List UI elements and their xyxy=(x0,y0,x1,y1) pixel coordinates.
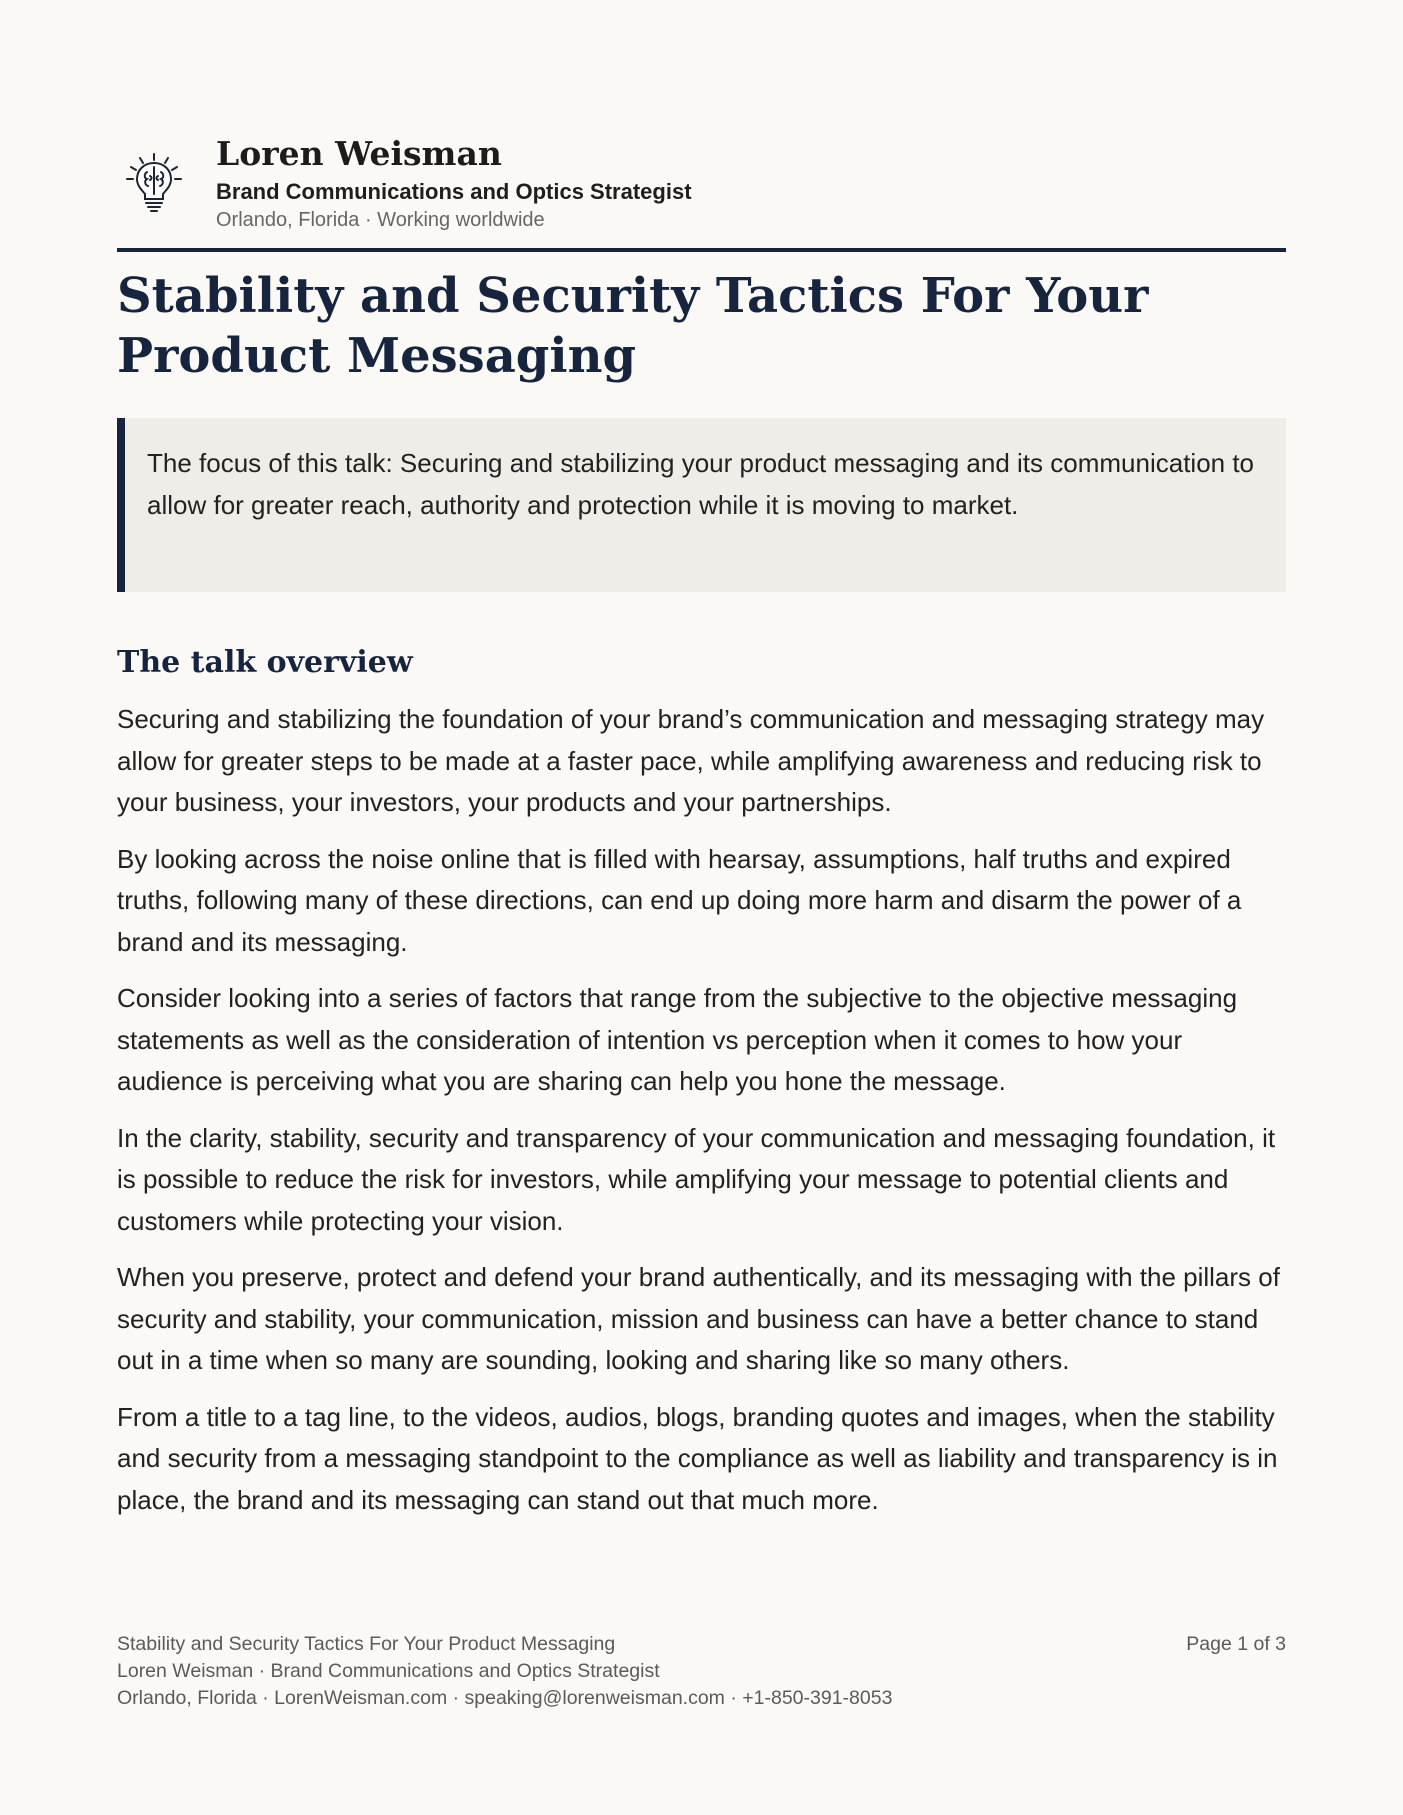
footer-info xyxy=(117,1631,892,1712)
body-paragraph: By looking across the noise online that is filled with hearsay, assumptions, half truths and expired truths, following many of these directions, can end up doing more harm and disarm the power of a brand and its messaging. xyxy=(117,843,1242,957)
author-location: Orlando, Florida · Working worldwide xyxy=(216,209,545,231)
body-paragraph: Consider looking into a series of factors that range from the subjective to the objective messaging statements as well as the consideration of intention vs perception when it comes to how your audience is perceiving what you are sharing can help you hone the message. xyxy=(117,983,1238,1096)
lightbulb-brain-icon xyxy=(123,152,185,214)
section-heading: The talk overview xyxy=(117,645,413,680)
page-number: Page 1 of 3 xyxy=(1186,1633,1286,1655)
letterhead xyxy=(117,134,1286,252)
callout-text: The focus of this talk: Securing and stabilizing your product messaging and its communication to allow for greater reach, authority and protection while it is moving to market. xyxy=(147,448,1255,520)
author-role: Brand Communications and Optics Strategist xyxy=(216,179,692,204)
page-title: Stability and Security Tactics For Your Product Messaging xyxy=(117,268,1149,384)
author-name: Loren Weisman xyxy=(216,134,502,173)
footer-author: Loren Weisman · Brand Communications and Optics Strategist xyxy=(117,1660,660,1682)
body-paragraph: From a title to a tag line, to the videos, audios, blogs, branding quotes and images, when the stability and security from a messaging standpoint to the compliance as well as liability and transparency is in place, the brand and its messaging can stand out that much more. xyxy=(117,1401,1278,1515)
footer-contact: Orlando, Florida · LorenWeisman.com · speaking@lorenweisman.com · +1-850-391-8053 xyxy=(117,1687,893,1709)
body-paragraph: When you preserve, protect and defend your brand authentically, and its messaging with the pillars of security and stability, your communication, mission and business can have a better chance to stand out in a time when so many are sounding, looking and sharing like so many others. xyxy=(117,1262,1280,1375)
body-paragraph: In the clarity, stability, security and transparency of your communication and messaging foundation, it is possible to reduce the risk for investors, while amplifying your message to potential clients and customers while protecting your vision. xyxy=(117,1122,1276,1236)
footer-doc-title: Stability and Security Tactics For Your Product Messaging xyxy=(117,1633,616,1655)
focus-callout xyxy=(117,418,1286,592)
section-body xyxy=(117,699,1286,1536)
document-page xyxy=(117,0,1286,1815)
body-paragraph: Securing and stabilizing the foundation of your brand’s communication and messaging strategy may allow for greater steps to be made at a faster pace, while amplifying awareness and reducing risk to your business, your investors, your products and your partnerships. xyxy=(117,704,1265,817)
